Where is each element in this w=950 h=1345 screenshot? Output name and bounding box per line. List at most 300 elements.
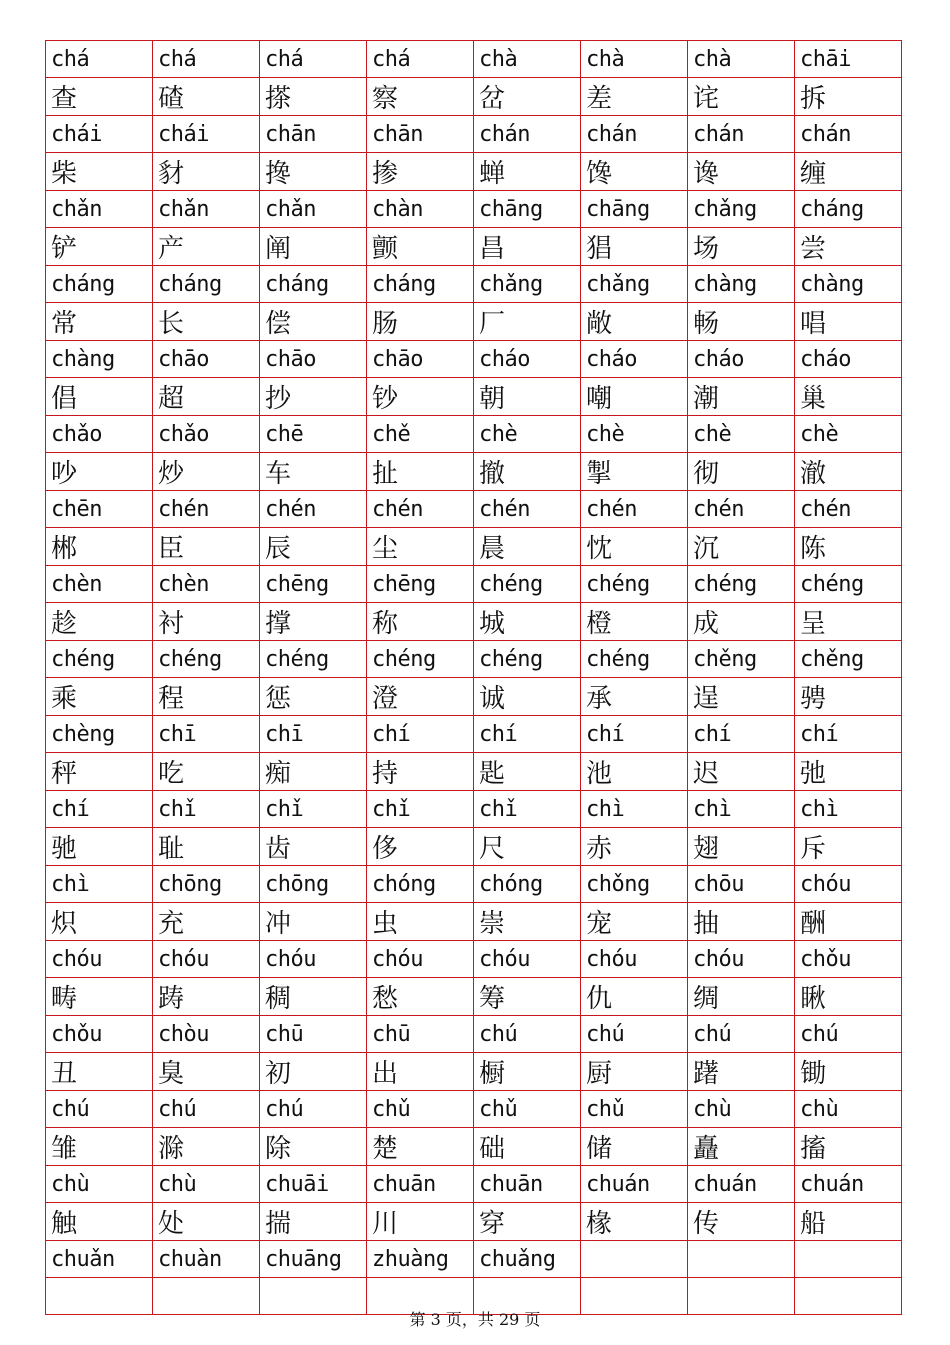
character-cell: 宠 <box>581 903 688 941</box>
pinyin-cell: chàng <box>795 266 902 303</box>
character-cell: 齿 <box>260 828 367 866</box>
character-cell: 承 <box>581 678 688 716</box>
pinyin-cell: chèn <box>46 566 153 603</box>
character-cell: 尺 <box>474 828 581 866</box>
character-row <box>46 78 902 116</box>
character-cell: 臣 <box>153 528 260 566</box>
character-cell: 骋 <box>795 678 902 716</box>
character-cell: 撑 <box>260 603 367 641</box>
pinyin-cell: chuán <box>795 1166 902 1203</box>
pinyin-cell: chēng <box>260 566 367 603</box>
character-cell: 豺 <box>153 153 260 191</box>
character-cell: 谗 <box>688 153 795 191</box>
character-cell: 稠 <box>260 978 367 1016</box>
character-cell: 椽 <box>581 1203 688 1241</box>
character-cell: 察 <box>367 78 474 116</box>
pinyin-cell: cháo <box>474 341 581 378</box>
character-cell: 掣 <box>581 453 688 491</box>
pinyin-cell: chèng <box>46 716 153 753</box>
character-cell: 仇 <box>581 978 688 1016</box>
pinyin-cell: cháng <box>46 266 153 303</box>
character-cell: 颤 <box>367 228 474 266</box>
pinyin-cell: chuāng <box>260 1241 367 1278</box>
pinyin-cell: chì <box>581 791 688 828</box>
character-cell: 乘 <box>46 678 153 716</box>
pinyin-cell: chí <box>367 716 474 753</box>
character-row <box>46 978 902 1016</box>
pinyin-row <box>46 116 902 153</box>
pinyin-cell: chǔ <box>474 1091 581 1128</box>
character-cell: 澄 <box>367 678 474 716</box>
pinyin-cell: chù <box>46 1166 153 1203</box>
pinyin-cell: chá <box>260 41 367 78</box>
pinyin-cell: chǎng <box>688 191 795 228</box>
pinyin-cell <box>795 1241 902 1278</box>
character-cell: 昌 <box>474 228 581 266</box>
pinyin-cell: chěng <box>795 641 902 678</box>
character-cell: 侈 <box>367 828 474 866</box>
character-cell: 川 <box>367 1203 474 1241</box>
character-cell: 弛 <box>795 753 902 791</box>
character-cell: 程 <box>153 678 260 716</box>
pinyin-cell: chū <box>260 1016 367 1053</box>
character-cell: 储 <box>581 1128 688 1166</box>
pinyin-cell: chuǎn <box>46 1241 153 1278</box>
character-row <box>46 528 902 566</box>
character-cell: 矗 <box>688 1128 795 1166</box>
pinyin-cell: chuàn <box>153 1241 260 1278</box>
pinyin-cell: chǎo <box>46 416 153 453</box>
pinyin-cell: chú <box>46 1091 153 1128</box>
pinyin-cell: cháng <box>153 266 260 303</box>
pinyin-cell: chán <box>795 116 902 153</box>
character-cell: 长 <box>153 303 260 341</box>
character-row <box>46 453 902 491</box>
pinyin-cell: chè <box>474 416 581 453</box>
pinyin-cell: chè <box>795 416 902 453</box>
pinyin-cell: chéng <box>260 641 367 678</box>
character-cell: 持 <box>367 753 474 791</box>
pinyin-cell: chú <box>474 1016 581 1053</box>
grid-body <box>46 41 902 1315</box>
character-cell: 炒 <box>153 453 260 491</box>
character-cell: 超 <box>153 378 260 416</box>
character-cell: 倡 <box>46 378 153 416</box>
pinyin-cell: chàng <box>46 341 153 378</box>
character-cell: 成 <box>688 603 795 641</box>
pinyin-cell: chén <box>153 491 260 528</box>
pinyin-row <box>46 1241 902 1278</box>
pinyin-row <box>46 191 902 228</box>
character-cell: 驰 <box>46 828 153 866</box>
character-cell: 秤 <box>46 753 153 791</box>
character-cell: 雏 <box>46 1128 153 1166</box>
pinyin-cell: chǔ <box>367 1091 474 1128</box>
pinyin-cell: chéng <box>688 566 795 603</box>
character-cell: 潮 <box>688 378 795 416</box>
character-cell: 橱 <box>474 1053 581 1091</box>
pinyin-cell: chú <box>688 1016 795 1053</box>
character-row <box>46 603 902 641</box>
pinyin-cell: chàn <box>367 191 474 228</box>
character-cell: 础 <box>474 1128 581 1166</box>
character-cell: 产 <box>153 228 260 266</box>
character-cell: 郴 <box>46 528 153 566</box>
pinyin-row <box>46 41 902 78</box>
character-cell: 岔 <box>474 78 581 116</box>
pinyin-cell: chóu <box>367 941 474 978</box>
pinyin-cell: chéng <box>367 641 474 678</box>
pinyin-cell: chóu <box>260 941 367 978</box>
character-row <box>46 1053 902 1091</box>
pinyin-cell: cháo <box>688 341 795 378</box>
character-cell: 场 <box>688 228 795 266</box>
pinyin-cell: cháng <box>795 191 902 228</box>
character-cell: 嘲 <box>581 378 688 416</box>
pinyin-cell <box>688 1241 795 1278</box>
pinyin-cell: chì <box>46 866 153 903</box>
pinyin-cell: chú <box>795 1016 902 1053</box>
character-cell: 臭 <box>153 1053 260 1091</box>
pinyin-cell: chí <box>795 716 902 753</box>
character-cell: 巢 <box>795 378 902 416</box>
pinyin-cell: chāng <box>474 191 581 228</box>
pinyin-cell: chóu <box>795 866 902 903</box>
pinyin-row <box>46 716 902 753</box>
pinyin-cell: chōng <box>260 866 367 903</box>
pinyin-cell: chóu <box>581 941 688 978</box>
pinyin-cell: chē <box>260 416 367 453</box>
pinyin-cell: cháo <box>795 341 902 378</box>
pinyin-cell: chāo <box>260 341 367 378</box>
pinyin-cell: chéng <box>153 641 260 678</box>
pinyin-cell: chòu <box>153 1016 260 1053</box>
pinyin-row <box>46 641 902 678</box>
pinyin-cell: chǒng <box>581 866 688 903</box>
pinyin-cell: chéng <box>581 566 688 603</box>
character-cell: 池 <box>581 753 688 791</box>
character-cell: 绸 <box>688 978 795 1016</box>
pinyin-cell: chàng <box>688 266 795 303</box>
character-cell: 吃 <box>153 753 260 791</box>
character-cell: 搽 <box>260 78 367 116</box>
character-cell: 除 <box>260 1128 367 1166</box>
pinyin-cell: chuān <box>474 1166 581 1203</box>
pinyin-cell: chèn <box>153 566 260 603</box>
character-cell: 冲 <box>260 903 367 941</box>
character-cell: 处 <box>153 1203 260 1241</box>
character-cell: 传 <box>688 1203 795 1241</box>
pinyin-row <box>46 341 902 378</box>
character-row <box>46 828 902 866</box>
character-cell: 碴 <box>153 78 260 116</box>
pinyin-cell: chuǎng <box>474 1241 581 1278</box>
pinyin-cell: chǎng <box>581 266 688 303</box>
pinyin-cell: chén <box>795 491 902 528</box>
pinyin-cell: chéng <box>581 641 688 678</box>
pinyin-cell: chuán <box>581 1166 688 1203</box>
pinyin-cell: cháo <box>581 341 688 378</box>
character-cell: 畴 <box>46 978 153 1016</box>
character-cell: 畅 <box>688 303 795 341</box>
pinyin-cell: chāng <box>581 191 688 228</box>
pinyin-cell: chán <box>688 116 795 153</box>
character-cell: 陈 <box>795 528 902 566</box>
character-row <box>46 753 902 791</box>
character-cell: 触 <box>46 1203 153 1241</box>
character-cell: 穿 <box>474 1203 581 1241</box>
character-row <box>46 228 902 266</box>
pinyin-cell: chè <box>581 416 688 453</box>
character-cell: 忱 <box>581 528 688 566</box>
pinyin-cell <box>581 1241 688 1278</box>
pinyin-cell: chuān <box>367 1166 474 1203</box>
pinyin-cell: chái <box>46 116 153 153</box>
pinyin-cell: chēn <box>46 491 153 528</box>
character-cell: 拆 <box>795 78 902 116</box>
character-cell: 蝉 <box>474 153 581 191</box>
character-cell: 彻 <box>688 453 795 491</box>
pinyin-cell: chēng <box>367 566 474 603</box>
pinyin-cell: chén <box>260 491 367 528</box>
character-cell: 馋 <box>581 153 688 191</box>
pinyin-cell: chà <box>581 41 688 78</box>
pinyin-cell: chāo <box>367 341 474 378</box>
character-cell: 衬 <box>153 603 260 641</box>
pinyin-row <box>46 1016 902 1053</box>
pinyin-cell: chǔ <box>581 1091 688 1128</box>
pinyin-cell: chí <box>688 716 795 753</box>
character-cell: 肠 <box>367 303 474 341</box>
character-cell: 赤 <box>581 828 688 866</box>
pinyin-cell: chì <box>795 791 902 828</box>
pinyin-cell: chè <box>688 416 795 453</box>
pinyin-cell: chú <box>153 1091 260 1128</box>
character-cell: 酬 <box>795 903 902 941</box>
character-cell: 厨 <box>581 1053 688 1091</box>
pinyin-cell: chān <box>367 116 474 153</box>
pinyin-cell: chuán <box>688 1166 795 1203</box>
pinyin-row <box>46 266 902 303</box>
pinyin-cell: chéng <box>474 566 581 603</box>
character-cell: 崇 <box>474 903 581 941</box>
pinyin-cell: chū <box>367 1016 474 1053</box>
character-cell: 初 <box>260 1053 367 1091</box>
pinyin-row <box>46 941 902 978</box>
pinyin-cell: chuāi <box>260 1166 367 1203</box>
character-cell: 滁 <box>153 1128 260 1166</box>
character-row <box>46 903 902 941</box>
character-cell: 愁 <box>367 978 474 1016</box>
pinyin-cell: chí <box>46 791 153 828</box>
pinyin-row <box>46 866 902 903</box>
character-cell: 翅 <box>688 828 795 866</box>
character-cell: 缠 <box>795 153 902 191</box>
character-cell: 柴 <box>46 153 153 191</box>
character-cell: 诚 <box>474 678 581 716</box>
pinyin-cell: chéng <box>46 641 153 678</box>
pinyin-cell: chù <box>153 1166 260 1203</box>
character-cell: 惩 <box>260 678 367 716</box>
character-cell: 铲 <box>46 228 153 266</box>
pinyin-cell: chōng <box>153 866 260 903</box>
character-cell: 掺 <box>367 153 474 191</box>
character-cell: 诧 <box>688 78 795 116</box>
character-cell: 痴 <box>260 753 367 791</box>
character-cell: 称 <box>367 603 474 641</box>
character-cell: 抽 <box>688 903 795 941</box>
character-cell: 搀 <box>260 153 367 191</box>
pinyin-cell: chí <box>581 716 688 753</box>
pinyin-cell: chén <box>688 491 795 528</box>
pinyin-cell: chú <box>581 1016 688 1053</box>
pinyin-row <box>46 566 902 603</box>
character-cell: 迟 <box>688 753 795 791</box>
pinyin-cell: chǎo <box>153 416 260 453</box>
pinyin-cell: chě <box>367 416 474 453</box>
pinyin-cell: chéng <box>474 641 581 678</box>
pinyin-character-table <box>45 40 902 1272</box>
character-cell: 车 <box>260 453 367 491</box>
character-cell: 踌 <box>153 978 260 1016</box>
pinyin-row <box>46 791 902 828</box>
character-cell: 辰 <box>260 528 367 566</box>
character-cell: 橙 <box>581 603 688 641</box>
pinyin-cell: chǐ <box>474 791 581 828</box>
character-row <box>46 1128 902 1166</box>
character-cell: 呈 <box>795 603 902 641</box>
pinyin-cell: chóu <box>688 941 795 978</box>
character-cell: 尘 <box>367 528 474 566</box>
pinyin-cell: chī <box>153 716 260 753</box>
pinyin-cell: chì <box>688 791 795 828</box>
pinyin-cell: chāi <box>795 41 902 78</box>
character-cell: 虫 <box>367 903 474 941</box>
character-row <box>46 153 902 191</box>
pinyin-cell: chǎn <box>153 191 260 228</box>
character-cell: 锄 <box>795 1053 902 1091</box>
pinyin-cell: chǒu <box>46 1016 153 1053</box>
character-cell: 钞 <box>367 378 474 416</box>
character-cell: 搐 <box>795 1128 902 1166</box>
character-cell: 猖 <box>581 228 688 266</box>
character-cell: 吵 <box>46 453 153 491</box>
character-cell: 敞 <box>581 303 688 341</box>
character-cell: 唱 <box>795 303 902 341</box>
pinyin-cell: chán <box>581 116 688 153</box>
character-cell: 常 <box>46 303 153 341</box>
pinyin-cell: chī <box>260 716 367 753</box>
pinyin-cell: chù <box>795 1091 902 1128</box>
pinyin-row <box>46 491 902 528</box>
pinyin-cell: chá <box>46 41 153 78</box>
pinyin-cell: chéng <box>795 566 902 603</box>
pinyin-cell: chān <box>260 116 367 153</box>
pinyin-cell: cháng <box>260 266 367 303</box>
character-cell: 撤 <box>474 453 581 491</box>
character-cell: 尝 <box>795 228 902 266</box>
character-cell: 楚 <box>367 1128 474 1166</box>
pinyin-cell: chǐ <box>367 791 474 828</box>
pinyin-cell: chǎn <box>260 191 367 228</box>
pinyin-cell: chěng <box>688 641 795 678</box>
character-cell: 朝 <box>474 378 581 416</box>
character-cell: 逞 <box>688 678 795 716</box>
character-row <box>46 678 902 716</box>
character-row <box>46 1203 902 1241</box>
character-cell: 扯 <box>367 453 474 491</box>
character-cell: 充 <box>153 903 260 941</box>
pinyin-cell: chán <box>474 116 581 153</box>
character-cell: 厂 <box>474 303 581 341</box>
pinyin-row <box>46 1166 902 1203</box>
pinyin-cell: chù <box>688 1091 795 1128</box>
page-footer: 第 3 页，共 29 页 <box>409 1310 541 1329</box>
pinyin-grid <box>45 40 902 1315</box>
character-row <box>46 303 902 341</box>
character-cell: 匙 <box>474 753 581 791</box>
pinyin-cell: chén <box>474 491 581 528</box>
pinyin-cell: chà <box>474 41 581 78</box>
character-cell: 炽 <box>46 903 153 941</box>
pinyin-cell: chǎng <box>474 266 581 303</box>
pinyin-cell: chōu <box>688 866 795 903</box>
character-cell: 阐 <box>260 228 367 266</box>
pinyin-cell: chǐ <box>260 791 367 828</box>
character-cell: 揣 <box>260 1203 367 1241</box>
character-cell: 船 <box>795 1203 902 1241</box>
pinyin-row <box>46 1091 902 1128</box>
pinyin-cell: chóu <box>46 941 153 978</box>
character-cell: 抄 <box>260 378 367 416</box>
character-cell: 趁 <box>46 603 153 641</box>
pinyin-cell: chá <box>153 41 260 78</box>
character-cell: 耻 <box>153 828 260 866</box>
pinyin-cell: chāo <box>153 341 260 378</box>
pinyin-cell: chén <box>581 491 688 528</box>
character-cell: 偿 <box>260 303 367 341</box>
pinyin-cell: chú <box>260 1091 367 1128</box>
character-cell: 沉 <box>688 528 795 566</box>
character-cell: 城 <box>474 603 581 641</box>
character-cell: 筹 <box>474 978 581 1016</box>
pinyin-cell: chǐ <box>153 791 260 828</box>
character-cell: 出 <box>367 1053 474 1091</box>
pinyin-cell: chá <box>367 41 474 78</box>
pinyin-cell: chǎn <box>46 191 153 228</box>
pinyin-row <box>46 416 902 453</box>
pinyin-cell: cháng <box>367 266 474 303</box>
pinyin-cell: chóu <box>153 941 260 978</box>
character-row <box>46 378 902 416</box>
character-cell: 查 <box>46 78 153 116</box>
character-cell: 晨 <box>474 528 581 566</box>
pinyin-cell: chà <box>688 41 795 78</box>
character-cell: 躇 <box>688 1053 795 1091</box>
pinyin-cell: chóng <box>367 866 474 903</box>
character-cell: 瞅 <box>795 978 902 1016</box>
character-cell: 澈 <box>795 453 902 491</box>
pinyin-cell: chóng <box>474 866 581 903</box>
pinyin-cell: chái <box>153 116 260 153</box>
pinyin-cell: chóu <box>474 941 581 978</box>
pinyin-cell: chén <box>367 491 474 528</box>
character-cell: 丑 <box>46 1053 153 1091</box>
pinyin-cell: zhuàng <box>367 1241 474 1278</box>
pinyin-cell: chí <box>474 716 581 753</box>
character-cell: 斥 <box>795 828 902 866</box>
character-cell: 差 <box>581 78 688 116</box>
